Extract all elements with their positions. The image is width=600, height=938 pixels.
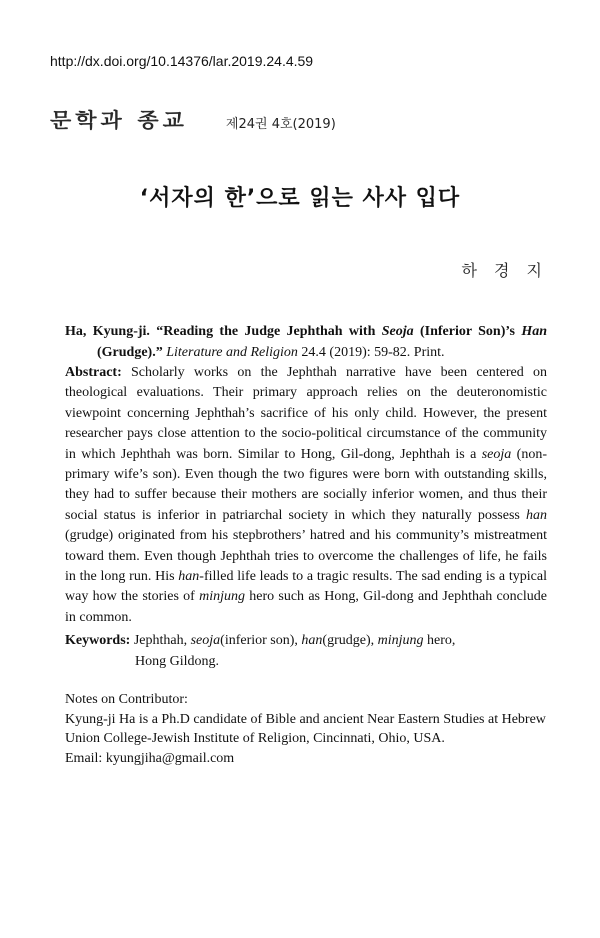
keyword-minjung: minjung: [377, 633, 424, 648]
article-author: 하 경 지: [461, 261, 548, 280]
citation-title-end: (Grudge).”: [97, 345, 163, 360]
notes-heading: Notes on Contributor:: [65, 692, 188, 707]
abstract-text-2: (non-primary wife’s son). Even though the two figures were born with outstanding skills, they had to suffer because their mothers are socially inferior women, and thus their social status is inferior in patriarchal society in which they naturally possess: [65, 446, 547, 523]
citation-details: 24.4 (2019): 59-82. Print.: [297, 345, 445, 360]
citation-journal: Literature and Religion: [166, 345, 298, 360]
citation-title-mid: (Inferior Son)’s: [413, 324, 522, 339]
abstract-term-han: han: [526, 507, 547, 523]
keyword-text-4: hero,: [423, 633, 456, 648]
keyword-text-3: (grudge),: [322, 633, 378, 648]
citation-author: Ha, Kyung-ji.: [65, 324, 150, 339]
keyword-han: han: [301, 633, 323, 648]
citation-title-han: Han: [521, 324, 547, 339]
article-title: ‘서자의 한’으로 읽는 사사 입다: [139, 186, 461, 211]
abstract-term-han-2: han: [178, 569, 200, 585]
citation-title-start: “Reading the Judge Jephthah with: [156, 324, 382, 339]
doi-link[interactable]: http://dx.doi.org/10.14376/lar.2019.24.4.59: [50, 53, 314, 69]
journal-logo: 문학과 종교: [50, 110, 188, 133]
abstract: [65, 363, 547, 628]
abstract-text-5: hero such as Hong, Gil-dong and Jephthah conclude in common.: [65, 589, 547, 625]
abstract-text-3: (grudge) originated from his stepbrothers’ hatred and his community’s mistreatment toward them. Even though Jephthah tries to overcome the challenges of life, he fails in the long run. His: [65, 528, 547, 585]
abstract-text-4: -filled life leads to a tragic results. The sad ending is a typical way how the stories of: [65, 569, 547, 605]
keywords: [65, 631, 547, 672]
keywords-line-2: Hong Gildong.: [135, 653, 219, 669]
keyword-seoja: seoja: [190, 633, 221, 648]
contributor-notes: [65, 690, 547, 768]
abstract-label: Abstract:: [65, 365, 122, 380]
keywords-line-1: [65, 631, 547, 652]
abstract-text-1: Scholarly works on the Jephthah narrative have been centered on theological evaluations. Their primary approach relies on the deuteronomistic viewpoint concerning Jephthah’s sacrifice of his only child. However, the present researcher pays close attention to the socio-political circumstance of the community in which Jephthah was born. Similar to Hong, Gil-dong, Jephthah is a: [65, 365, 547, 462]
journal-issue: 제24권 4호(2019): [225, 117, 336, 132]
notes-email[interactable]: Email: kyungjiha@gmail.com: [65, 750, 235, 766]
journal-header: [50, 104, 336, 135]
abstract-term-seoja: seoja: [481, 446, 512, 462]
abstract-term-minjung: minjung: [199, 589, 245, 605]
citation-title-seoja: Seoja: [381, 324, 414, 339]
keyword-text-2: (inferior son),: [220, 633, 302, 648]
citation: [65, 321, 547, 363]
keywords-label: Keywords:: [65, 633, 131, 648]
notes-body: Kyung-ji Ha is a Ph.D candidate of Bible and ancient Near Eastern Studies at Hebrew Union College-Jewish Institute of Religion, Cincinnati, Ohio, USA.: [65, 711, 546, 746]
keyword-text-1: Jephthah,: [130, 633, 191, 648]
